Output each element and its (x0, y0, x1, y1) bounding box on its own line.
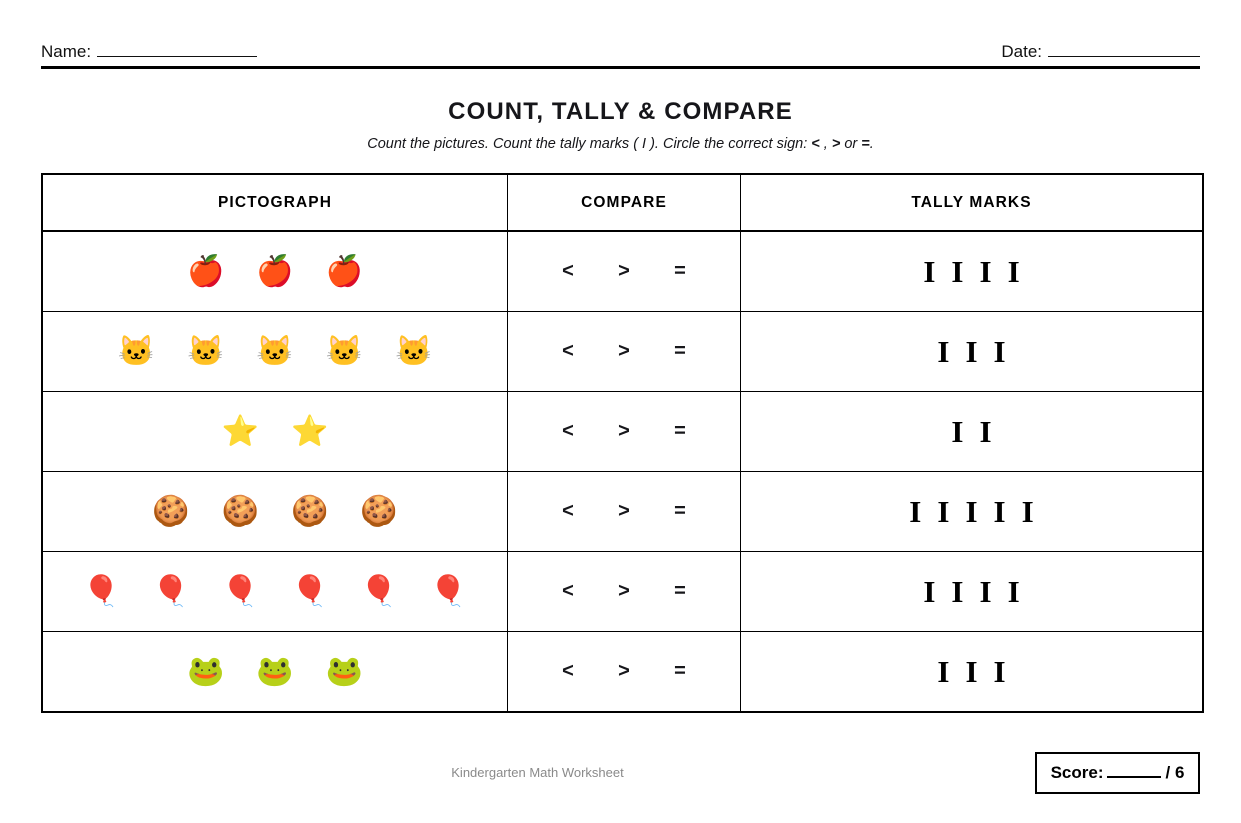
tally-marks-cell (741, 231, 1204, 312)
tally-mark: I (965, 334, 978, 369)
table-row (42, 632, 1203, 713)
footer-note: Kindergarten Math Worksheet (451, 765, 624, 780)
score-label: Score: (1050, 763, 1104, 782)
balloon-icon: 🎈 (429, 574, 468, 608)
worksheet-table (41, 173, 1204, 713)
score-total: / 6 (1165, 763, 1185, 782)
tally-mark: I (965, 654, 978, 689)
tally-mark: I (909, 494, 922, 529)
sign-lt-inline: < (811, 136, 820, 152)
frog-icon: 🐸 (256, 654, 294, 688)
tally-mark: I (923, 574, 936, 609)
pictograph-cell (42, 632, 508, 713)
tally-mark: I (993, 654, 1006, 689)
cookie-icon: 🍪 (360, 494, 398, 528)
column-header-pictograph: PICTOGRAPH (42, 174, 508, 231)
tally-mark: I (993, 494, 1006, 529)
table-row (42, 312, 1203, 392)
compare-cell (508, 552, 741, 632)
cat-face-icon: 🐱 (117, 334, 155, 368)
apple-icon: 🍎 (325, 254, 364, 288)
compare-sign-equals[interactable]: = (674, 580, 686, 602)
tally-mark: I (951, 574, 964, 609)
tally-marks-cell (741, 632, 1204, 713)
tally-group (741, 576, 1202, 607)
compare-cell (508, 392, 741, 472)
tally-mark: I (979, 574, 992, 609)
tally-mark: I (951, 414, 964, 449)
sign-gt-inline: > (831, 136, 841, 152)
name-label: Name: (41, 42, 92, 61)
compare-sign-equals[interactable]: = (674, 420, 686, 442)
pictograph-group (43, 414, 507, 448)
sign-eq-inline: = (861, 136, 870, 152)
cookie-icon: 🍪 (152, 494, 190, 528)
cookie-icon: 🍪 (291, 494, 329, 528)
tally-mark: I (993, 334, 1006, 369)
instructions-text: Count the pictures. Count the tally marks ( I ). Circle the correct sign: (367, 136, 812, 152)
compare-options (508, 660, 740, 683)
compare-sign-greater-than[interactable]: > (618, 580, 630, 602)
tally-mark: I (937, 334, 950, 369)
compare-options (508, 420, 740, 443)
compare-cell (508, 231, 741, 312)
column-header-tally-marks: TALLY MARKS (741, 174, 1204, 231)
compare-sign-less-than[interactable]: < (562, 660, 574, 682)
column-header-compare: COMPARE (508, 174, 741, 231)
pictograph-group (43, 574, 507, 608)
score-blank-line[interactable] (1107, 763, 1161, 778)
compare-sign-equals[interactable]: = (674, 260, 686, 282)
star-icon: ⭐ (221, 414, 259, 448)
name-blank-line[interactable] (97, 42, 257, 57)
tally-mark: I (1021, 494, 1034, 529)
tally-mark: I (951, 254, 964, 289)
compare-sign-less-than[interactable]: < (562, 340, 574, 362)
header-divider (41, 66, 1200, 69)
balloon-icon: 🎈 (360, 574, 398, 608)
score-box (1035, 752, 1200, 794)
table-row (42, 552, 1203, 632)
tally-mark: I (1007, 254, 1020, 289)
cat-face-icon: 🐱 (256, 334, 294, 368)
cat-face-icon: 🐱 (325, 334, 364, 368)
compare-options (508, 340, 740, 363)
pictograph-cell (42, 231, 508, 312)
compare-sign-equals[interactable]: = (674, 660, 686, 682)
tally-marks-cell (741, 552, 1204, 632)
tally-mark: I (965, 494, 978, 529)
balloon-icon: 🎈 (82, 574, 121, 608)
instructions (0, 136, 1241, 152)
compare-sign-equals[interactable]: = (674, 500, 686, 522)
instructions-sep2: or (840, 136, 862, 152)
table-row (42, 472, 1203, 552)
balloon-icon: 🎈 (152, 574, 190, 608)
tally-group (741, 656, 1202, 687)
instructions-end: . (869, 136, 874, 152)
table-body (42, 231, 1203, 712)
tally-group (741, 496, 1202, 527)
compare-cell (508, 312, 741, 392)
apple-icon: 🍎 (186, 254, 225, 288)
compare-options (508, 500, 740, 523)
compare-sign-greater-than[interactable]: > (618, 260, 630, 282)
cat-face-icon: 🐱 (186, 334, 225, 368)
tally-mark: I (937, 494, 950, 529)
balloon-icon: 🎈 (221, 574, 259, 608)
date-label: Date: (1001, 42, 1042, 61)
tally-marks-cell (741, 392, 1204, 472)
instructions-sep1: , (819, 136, 832, 152)
pictograph-cell (42, 552, 508, 632)
tally-group (741, 256, 1202, 287)
table-row (42, 231, 1203, 312)
tally-mark: I (1007, 574, 1020, 609)
tally-mark: I (979, 414, 992, 449)
page-title: COUNT, TALLY & COMPARE (448, 98, 793, 125)
tally-group (741, 336, 1202, 367)
compare-sign-less-than[interactable]: < (562, 260, 574, 282)
pictograph-cell (42, 472, 508, 552)
pictograph-group (43, 334, 507, 368)
cookie-icon: 🍪 (221, 494, 259, 528)
compare-sign-less-than[interactable]: < (562, 420, 574, 442)
compare-sign-greater-than[interactable]: > (618, 420, 630, 442)
tally-mark: I (923, 254, 936, 289)
name-date-row (41, 30, 1200, 62)
pictograph-cell (42, 392, 508, 472)
frog-icon: 🐸 (325, 654, 364, 688)
pictograph-group (43, 254, 507, 288)
compare-cell (508, 632, 741, 713)
compare-cell (508, 472, 741, 552)
compare-sign-equals[interactable]: = (674, 340, 686, 362)
tally-marks-cell (741, 472, 1204, 552)
compare-sign-greater-than[interactable]: > (618, 340, 630, 362)
tally-mark: I (937, 654, 950, 689)
header-row (42, 174, 1203, 231)
tally-marks-cell (741, 312, 1204, 392)
compare-sign-greater-than[interactable]: > (618, 660, 630, 682)
cat-face-icon: 🐱 (395, 334, 433, 368)
pictograph-group (43, 654, 507, 688)
compare-sign-less-than[interactable]: < (562, 500, 574, 522)
balloon-icon: 🎈 (291, 574, 329, 608)
tally-group (741, 416, 1202, 447)
frog-icon: 🐸 (186, 654, 225, 688)
date-field-group (1001, 42, 1200, 62)
table-header (42, 174, 1203, 231)
tally-mark: I (979, 254, 992, 289)
score-inner (1051, 763, 1185, 783)
table-row (42, 392, 1203, 472)
compare-options (508, 580, 740, 603)
name-field-group (41, 42, 257, 62)
pictograph-cell (42, 312, 508, 392)
compare-sign-greater-than[interactable]: > (618, 500, 630, 522)
compare-sign-less-than[interactable]: < (562, 580, 574, 602)
date-blank-line[interactable] (1048, 42, 1200, 57)
apple-icon: 🍎 (256, 254, 294, 288)
star-icon: ⭐ (291, 414, 329, 448)
compare-options (508, 260, 740, 283)
pictograph-group (43, 494, 507, 528)
